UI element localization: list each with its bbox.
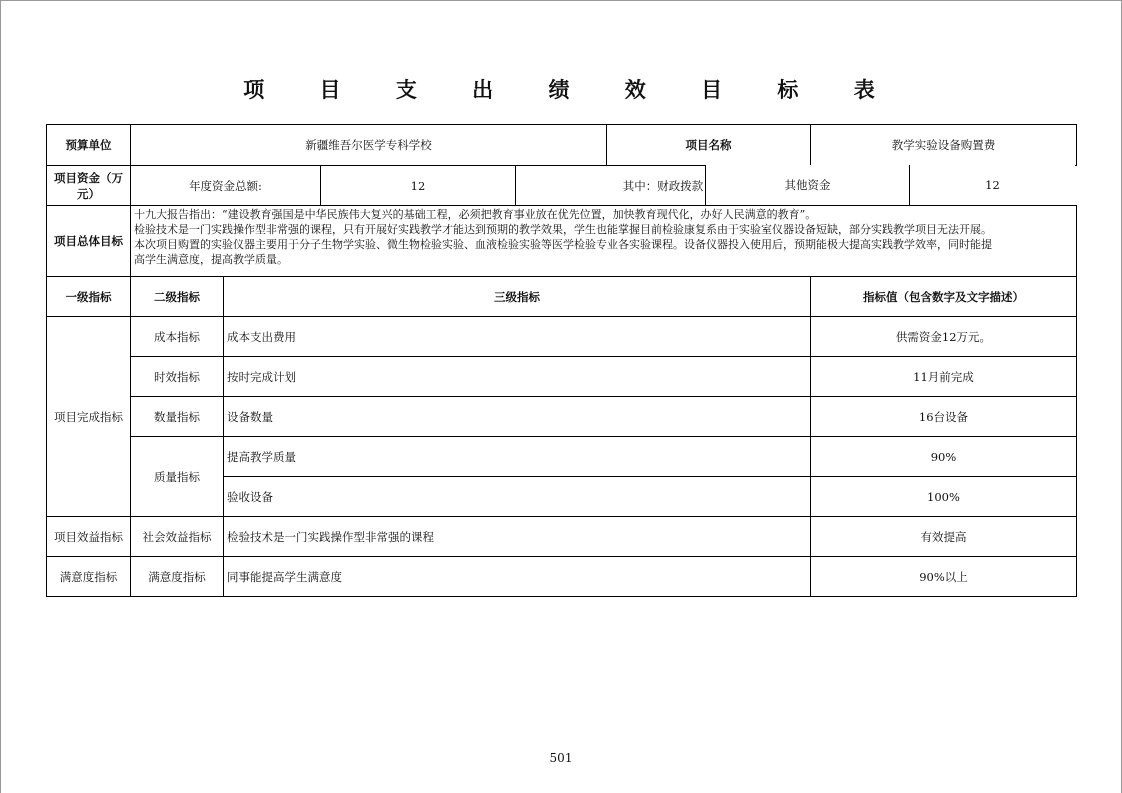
project-name-value: 教学实验设备购置费	[811, 125, 1077, 166]
quantity-level2: 数量指标	[131, 397, 224, 437]
table-row	[47, 397, 1077, 437]
value-header: 指标值（包含数字及文字描述）	[811, 277, 1077, 317]
fiscal-label: 其中：财政拨款	[516, 166, 811, 206]
satisfaction-level2: 满意度指标	[131, 557, 224, 597]
goal-row	[47, 206, 1077, 277]
other-funds-value-cell	[909, 165, 1075, 205]
page-border-left	[0, 0, 1, 793]
quality-level3-acceptance: 验收设备	[224, 477, 811, 517]
other-funds-label: 其他资金	[784, 178, 831, 192]
time-level2: 时效指标	[131, 357, 224, 397]
satisfaction-level3: 同事能提高学生满意度	[224, 557, 811, 597]
time-level3: 按时完成计划	[224, 357, 811, 397]
benefit-level3: 检验技术是一门实践操作型非常强的课程	[224, 517, 811, 557]
quality-value-acceptance: 100%	[811, 477, 1077, 517]
benefit-level1: 项目效益指标	[47, 517, 131, 557]
satisfaction-value: 90%以上	[811, 557, 1077, 597]
goal-line: 十九大报告指出：“建设教育强国是中华民族伟大复兴的基础工程，必须把教育事业放在优先位置，加快教育现代化，办好人民满意的教育”。	[134, 208, 817, 221]
goal-text	[131, 206, 1077, 277]
quality-level2: 质量指标	[131, 437, 224, 517]
table-row	[47, 357, 1077, 397]
level1-header: 一级指标	[47, 277, 131, 317]
benefit-value: 有效提高	[811, 517, 1077, 557]
other-funds-value: 12	[985, 178, 1000, 192]
quality-value-teaching: 90%	[811, 437, 1077, 477]
goal-line: 检验技术是一门实践操作型非常强的课程，只有开展好实践教学才能达到预期的教学效果，学生也能掌握目前检验康复系由于实验室仪器设备短缺，部分实践教学项目无法开展。	[134, 223, 992, 236]
benefit-level2: 社会效益指标	[131, 517, 224, 557]
level2-header: 二级指标	[131, 277, 224, 317]
quantity-level3: 设备数量	[224, 397, 811, 437]
page-number: 501	[549, 751, 573, 765]
project-name-label: 项目名称	[607, 125, 811, 166]
table-row	[47, 517, 1077, 557]
annual-total-value: 12	[321, 166, 516, 206]
cost-level3: 成本支出费用	[224, 317, 811, 357]
other-funds-label-cell	[705, 165, 909, 205]
table-row	[47, 437, 1077, 477]
budget-unit-label: 预算单位	[47, 125, 131, 166]
annual-total-label: 年度资金总额:	[131, 166, 321, 206]
level3-header: 三级指标	[224, 277, 811, 317]
satisfaction-level1: 满意度指标	[47, 557, 131, 597]
goal-label: 项目总体目标	[47, 206, 131, 277]
budget-unit-value: 新疆维吾尔医学专科学校	[131, 125, 607, 166]
document-title: 项 目 支 出 绩 效 目 标 表	[243, 78, 899, 102]
table-row	[47, 557, 1077, 597]
time-value: 11月前完成	[811, 357, 1077, 397]
header-row	[47, 125, 1077, 166]
quality-level3-teaching: 提高教学质量	[224, 437, 811, 477]
completion-level1: 项目完成指标	[47, 317, 131, 517]
cost-value: 供需资金12万元。	[811, 317, 1077, 357]
cost-level2: 成本指标	[131, 317, 224, 357]
goal-line: 高学生满意度，提高教学质量。	[134, 253, 288, 266]
indicator-header-row	[47, 277, 1077, 317]
goal-line: 本次项目购置的实验仪器主要用于分子生物学实验、微生物检验实验、血液检验实验等医学检验专业各实验课程。设备仪器投入使用后，预期能极大提高实践教学效率，同时能提	[134, 238, 992, 251]
table-row	[47, 317, 1077, 357]
quantity-value: 16台设备	[811, 397, 1077, 437]
funds-label: 项目资金（万元）	[47, 166, 131, 206]
page-border-top	[0, 0, 1122, 1]
